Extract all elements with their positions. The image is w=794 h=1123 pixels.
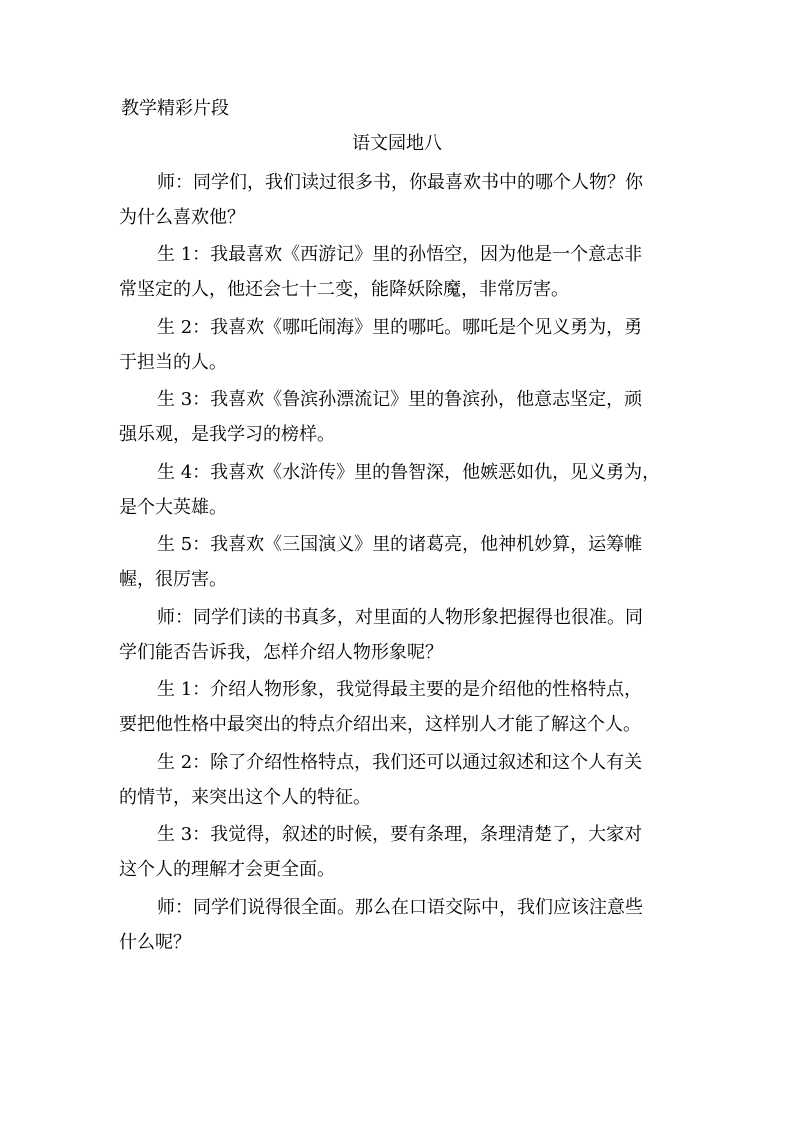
paragraph-line: 生 3：我喜欢《鲁滨孙漂流记》里的鲁滨孙，他意志坚定，顽	[157, 389, 643, 410]
paragraph-line: 于担当的人。	[119, 352, 227, 373]
paragraph-line: 为什么喜欢他？	[119, 207, 245, 228]
paragraph-line: 这个人的理解才会更全面。	[119, 859, 335, 880]
paragraph-line: 幄，很厉害。	[119, 569, 227, 590]
paragraph-line: 师：同学们读的书真多，对里面的人物形象把握得也很准。同	[157, 607, 643, 628]
paragraph-line: 常坚定的人，他还会七十二变，能降妖除魔，非常厉害。	[119, 279, 569, 300]
paragraph-line: 师：同学们，我们读过很多书，你最喜欢书中的哪个人物？你	[157, 172, 643, 193]
paragraph-line: 生 3：我觉得，叙述的时候，要有条理，条理清楚了，大家对	[157, 824, 643, 845]
paragraph-line: 生 5：我喜欢《三国演义》里的诸葛亮，他神机妙算，运筹帷	[157, 534, 643, 555]
paragraph-line: 什么呢？	[119, 932, 191, 953]
document-heading: 教学精彩片段	[121, 98, 229, 119]
document-title: 语文园地八	[352, 133, 442, 154]
paragraph-line: 生 2：除了介绍性格特点，我们还可以通过叙述和这个人有关	[157, 752, 643, 773]
paragraph-line: 生 1：我最喜欢《西游记》里的孙悟空，因为他是一个意志非	[157, 244, 643, 265]
paragraph-line: 生 1：介绍人物形象，我觉得最主要的是介绍他的性格特点，	[157, 679, 643, 700]
paragraph-line: 生 4：我喜欢《水浒传》里的鲁智深，他嫉恶如仇，见义勇为，	[157, 462, 661, 483]
paragraph-line: 是个大英雄。	[119, 497, 227, 518]
paragraph-line: 的情节，来突出这个人的特征。	[119, 787, 371, 808]
paragraph-line: 生 2：我喜欢《哪吒闹海》里的哪吒。哪吒是个见义勇为，勇	[157, 317, 643, 338]
paragraph-line: 师：同学们说得很全面。那么在口语交际中，我们应该注意些	[157, 897, 643, 918]
paragraph-line: 要把他性格中最突出的特点介绍出来，这样别人才能了解这个人。	[119, 714, 641, 735]
paragraph-line: 强乐观，是我学习的榜样。	[119, 424, 335, 445]
paragraph-line: 学们能否告诉我，怎样介绍人物形象呢？	[119, 642, 443, 663]
